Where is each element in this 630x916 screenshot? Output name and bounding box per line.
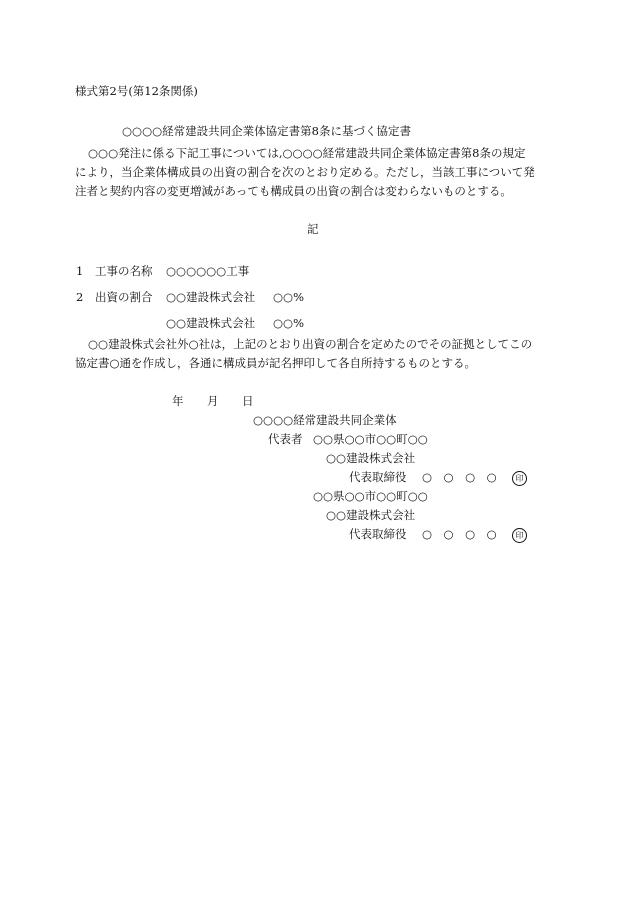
- representative-label: 代表者: [268, 432, 303, 446]
- item2-company-2: ○○建設株式会社: [166, 316, 256, 330]
- intro-line-3: 注者と契約内容の変更増減があっても構成員の出資の割合は変わらないものとする。: [75, 184, 512, 198]
- form-number: 様式第2号(第12条関係): [75, 84, 198, 98]
- item1-value: ○○○○○○工事: [166, 264, 250, 278]
- seal-mark: 印: [512, 471, 527, 486]
- member1-address: ○○県○○市○○町○○: [313, 432, 428, 446]
- item2-label: 出資の割合: [95, 290, 153, 304]
- item1-number: 1: [76, 264, 84, 278]
- intro-line-1: ○○○発注に係る下記工事については,○○○○経常建設共同企業体協定書第8条の規定: [88, 146, 526, 160]
- member2-address: ○○県○○市○○町○○: [313, 489, 428, 503]
- member2-seal-icon: [512, 528, 527, 543]
- jv-name: ○○○○経常建設共同企業体: [253, 413, 397, 427]
- date-year: 年: [172, 394, 184, 408]
- member1-seal-icon: [512, 471, 527, 486]
- item2-share-2: ○○%: [273, 316, 304, 330]
- member1-name: ○ ○ ○ ○: [422, 470, 497, 484]
- member1-role: 代表取締役: [349, 470, 407, 484]
- item2-share-1: ○○%: [273, 290, 304, 304]
- document-title: ○○○○経常建設共同企業体協定書第8条に基づく協定書: [122, 124, 411, 138]
- date-day: 日: [242, 394, 254, 408]
- item2-number: 2: [76, 290, 84, 304]
- intro-line-2: により，当企業体構成員の出資の割合を次のとおり定める。ただし，当該工事について発: [75, 165, 535, 179]
- member2-company: ○○建設株式会社: [326, 508, 416, 522]
- seal-mark: 印: [512, 528, 527, 543]
- member1-company: ○○建設株式会社: [326, 451, 416, 465]
- closing-line-2: 協定書○通を作成し，各通に構成員が記名押印して各自所持するものとする。: [75, 356, 477, 370]
- member2-role: 代表取締役: [349, 527, 407, 541]
- date-month: 月: [207, 394, 219, 408]
- item2-company-1: ○○建設株式会社: [166, 290, 256, 304]
- member2-name: ○ ○ ○ ○: [422, 527, 497, 541]
- ki-heading: 記: [307, 222, 319, 236]
- closing-line-1: ○○建設株式会社外○社は，上記のとおり出資の割合を定めたのでその証拠としてこの: [88, 337, 533, 351]
- item1-label: 工事の名称: [95, 264, 153, 278]
